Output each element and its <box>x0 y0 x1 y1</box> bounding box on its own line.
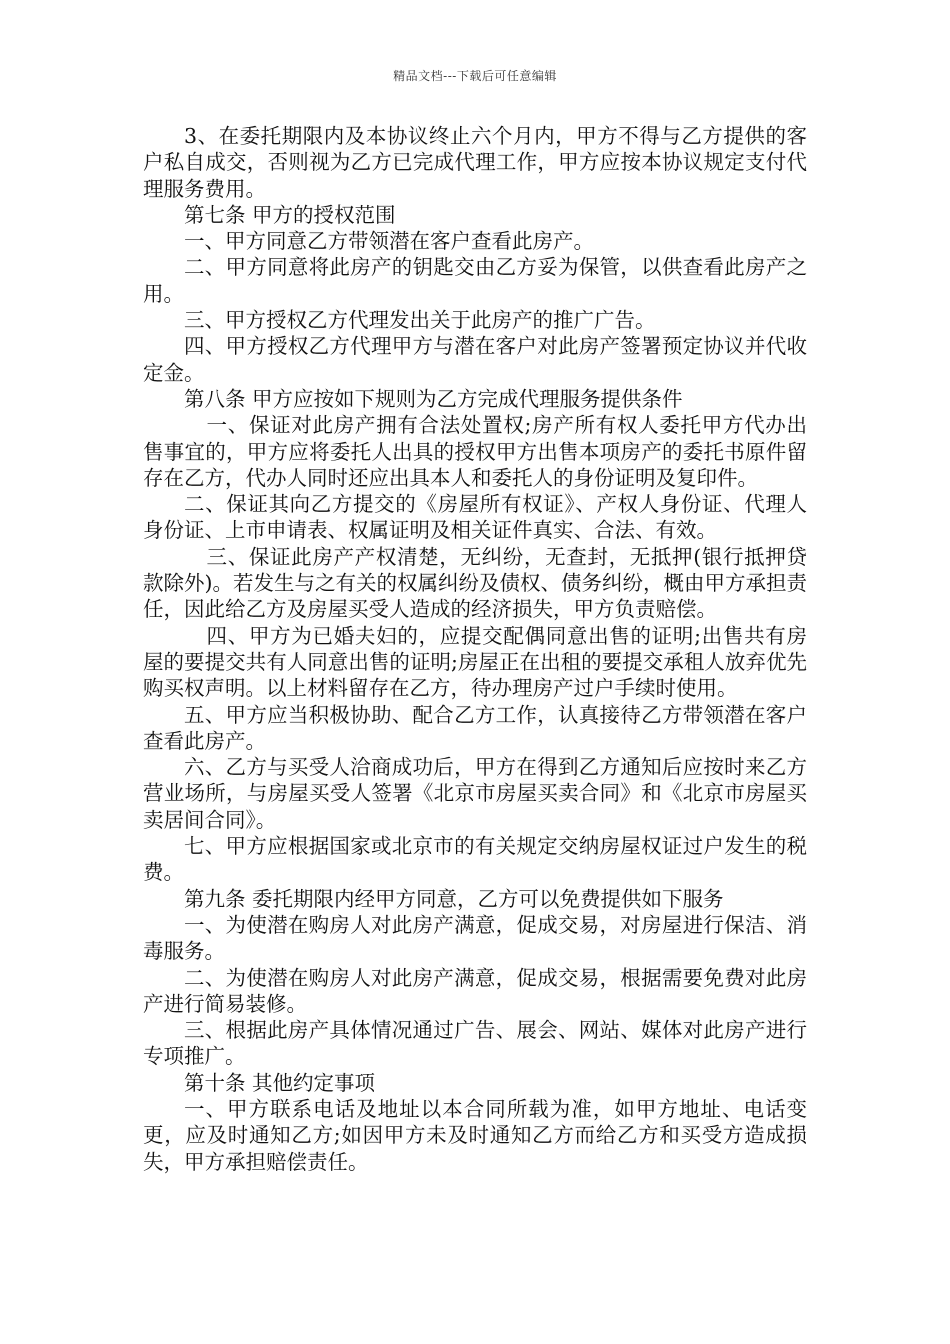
paragraph: 二、甲方同意将此房产的钥匙交由乙方妥为保管，以供查看此房产之用。 <box>143 255 807 306</box>
paragraph: 四、甲方授权乙方代理甲方与潜在客户对此房产签署预定协议并代收定金。 <box>143 334 807 385</box>
article-heading: 第八条 甲方应按如下规则为乙方完成代理服务提供条件 <box>184 386 683 411</box>
article-heading: 第十条 其他约定事项 <box>184 1070 376 1095</box>
paragraph: 五、甲方应当积极协助、配合乙方工作，认真接待乙方带领潜在客户查看此房产。 <box>143 702 807 753</box>
paragraph: 三、根据此房产具体情况通过广告、展会、网站、媒体对此房产进行专项推广。 <box>143 1018 807 1069</box>
paragraph: 二、保证其向乙方提交的《房屋所有权证》、产权人身份证、代理人身份证、上市申请表、权属证明及相关证件真实、合法、有效。 <box>143 492 807 543</box>
paragraph: 六、乙方与买受人洽商成功后，甲方在得到乙方通知后应按时来乙方营业场所，与房屋买受人签署《北京市房屋买卖合同》和《北京市房屋买卖居间合同》。 <box>143 755 807 832</box>
article-heading: 第九条 委托期限内经甲方同意，乙方可以免费提供如下服务 <box>184 886 724 911</box>
paragraph: 三、保证此房产产权清楚，无纠纷，无查封，无抵押(银行抵押贷款除外)。若发生与之有关的权属纠纷及债权、债务纠纷，概由甲方承担责任，因此给乙方及房屋买受人造成的经济损失，甲方负责赔偿。 <box>143 544 807 622</box>
paragraph: 一、甲方同意乙方带领潜在客户查看此房产。 <box>184 229 594 254</box>
paragraph: 四、甲方为已婚夫妇的，应提交配偶同意出售的证明;出售共有房屋的要提交共有人同意出售的证明;房屋正在出租的要提交承租人放弃优先购买权声明。以上材料留存在乙方，待办理房产过户手续时使用。 <box>143 623 807 701</box>
paragraph: 3、在委托期限内及本协议终止六个月内，甲方不得与乙方提供的客户私自成交，否则视为乙方已完成代理工作，甲方应按本协议规定支付代理服务费用。 <box>143 124 807 201</box>
article-heading: 第七条 甲方的授权范围 <box>184 202 396 227</box>
page-header: 精品文档---下载后可任意编辑 <box>393 69 557 83</box>
paragraph: 七、甲方应根据国家或北京市的有关规定交纳房屋权证过户发生的税费。 <box>143 834 807 885</box>
paragraph: 一、为使潜在购房人对此房产满意，促成交易，对房屋进行保洁、消毒服务。 <box>143 912 807 964</box>
paragraph: 二、为使潜在购房人对此房产满意，促成交易，根据需要免费对此房产进行简易装修。 <box>143 965 807 1016</box>
contract-body <box>143 123 807 1175</box>
paragraph: 一、保证对此房产拥有合法处置权;房产所有权人委托甲方代办出售事宜的，甲方应将委托人出具的授权甲方出售本项房产的委托书原件留存在乙方，代办人同时还应出具本人和委托人的身份证明及复印件。 <box>143 413 807 490</box>
paragraph: 一、甲方联系电话及地址以本合同所载为准，如甲方地址、电话变更，应及时通知乙方;如因甲方未及时通知乙方而给乙方和买受方造成损失，甲方承担赔偿责任。 <box>143 1096 807 1174</box>
paragraph: 三、甲方授权乙方代理发出关于此房产的推广广告。 <box>184 308 656 333</box>
